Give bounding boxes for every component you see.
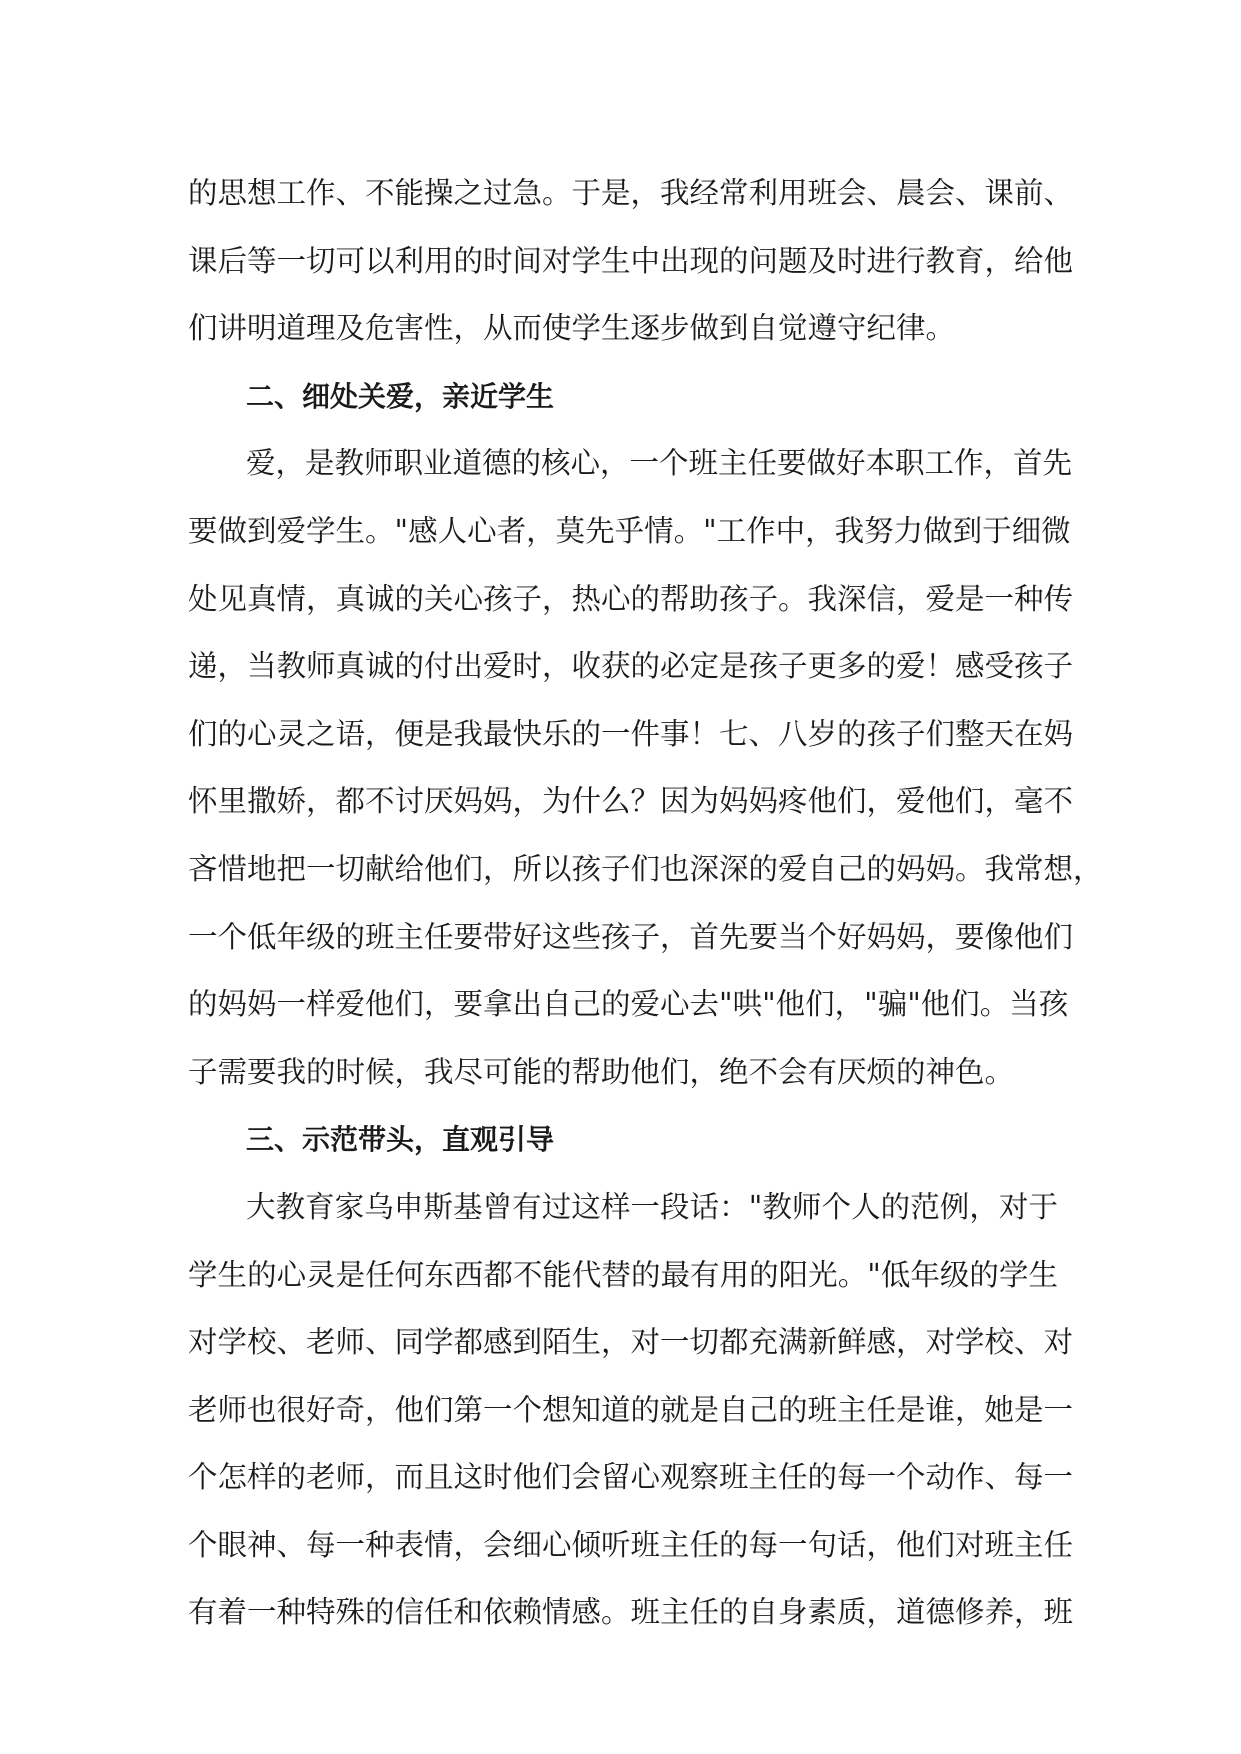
paragraph-1 [188,160,1074,363]
paragraph-line: 怀里撒娇，都不讨厌妈妈，为什么？因为妈妈疼他们，爱他们，毫不 [188,784,1074,819]
paragraph-line: 子需要我的时候，我尽可能的帮助他们，绝不会有厌烦的神色。 [188,1054,1015,1089]
paragraph-line: 们讲明道理及危害性，从而使学生逐步做到自觉遵守纪律。 [188,311,956,346]
paragraph-line: 的妈妈一样爱他们，要拿出自己的爱心去"哄"他们，"骗"他们。当孩 [188,987,1069,1022]
paragraph-line: 个眼神、每一种表情，会细心倾听班主任的每一句话，他们对班主任 [188,1527,1074,1562]
paragraph-line: 有着一种特殊的信任和依赖情感。班主任的自身素质，道德修养，班 [188,1595,1074,1630]
paragraph-line: 爱，是教师职业道德的核心，一个班主任要做好本职工作，首先 [246,446,1073,481]
paragraph-line: 递，当教师真诚的付出爱时，收获的必定是孩子更多的爱！感受孩子 [188,649,1074,684]
section-heading-3: 三、示范带头，直观引导 [246,1123,555,1157]
paragraph-line: 的思想工作、不能操之过急。于是，我经常利用班会、晨会、课前、 [188,176,1074,210]
section-heading-2: 二、细处关爱，亲近学生 [246,379,555,413]
paragraph-line: 吝惜地把一切献给他们，所以孩子们也深深的爱自己的妈妈。我常想， [188,851,1103,886]
paragraph-line: 学生的心灵是任何东西都不能代替的最有用的阳光。"低年级的学生 [188,1257,1058,1292]
paragraph-line: 们的心灵之语，便是我最快乐的一件事！七、八岁的孩子们整天在妈 [188,716,1074,751]
paragraph-line: 大教育家乌申斯基曾有过这样一段话："教师个人的范例，对于 [246,1189,1058,1224]
paragraph-line: 老师也很好奇，他们第一个想知道的就是自己的班主任是谁，她是一 [188,1392,1074,1427]
paragraph-line: 要做到爱学生。"感人心者，莫先乎情。"工作中，我努力做到于细微 [188,513,1071,548]
paragraph-2 [188,430,1103,1106]
paragraph-line: 对学校、老师、同学都感到陌生，对一切都充满新鲜感，对学校、对 [188,1325,1074,1360]
document-page [188,160,1103,1647]
paragraph-line: 个怎样的老师，而且这时他们会留心观察班主任的每一个动作、每一 [188,1460,1074,1495]
paragraph-line: 一个低年级的班主任要带好这些孩子，首先要当个好妈妈，要像他们 [188,919,1074,954]
paragraph-line: 课后等一切可以利用的时间对学生中出现的问题及时进行教育，给他 [188,243,1074,278]
paragraph-3 [188,1174,1074,1647]
paragraph-line: 处见真情，真诚的关心孩子，热心的帮助孩子。我深信，爱是一种传 [188,581,1074,616]
